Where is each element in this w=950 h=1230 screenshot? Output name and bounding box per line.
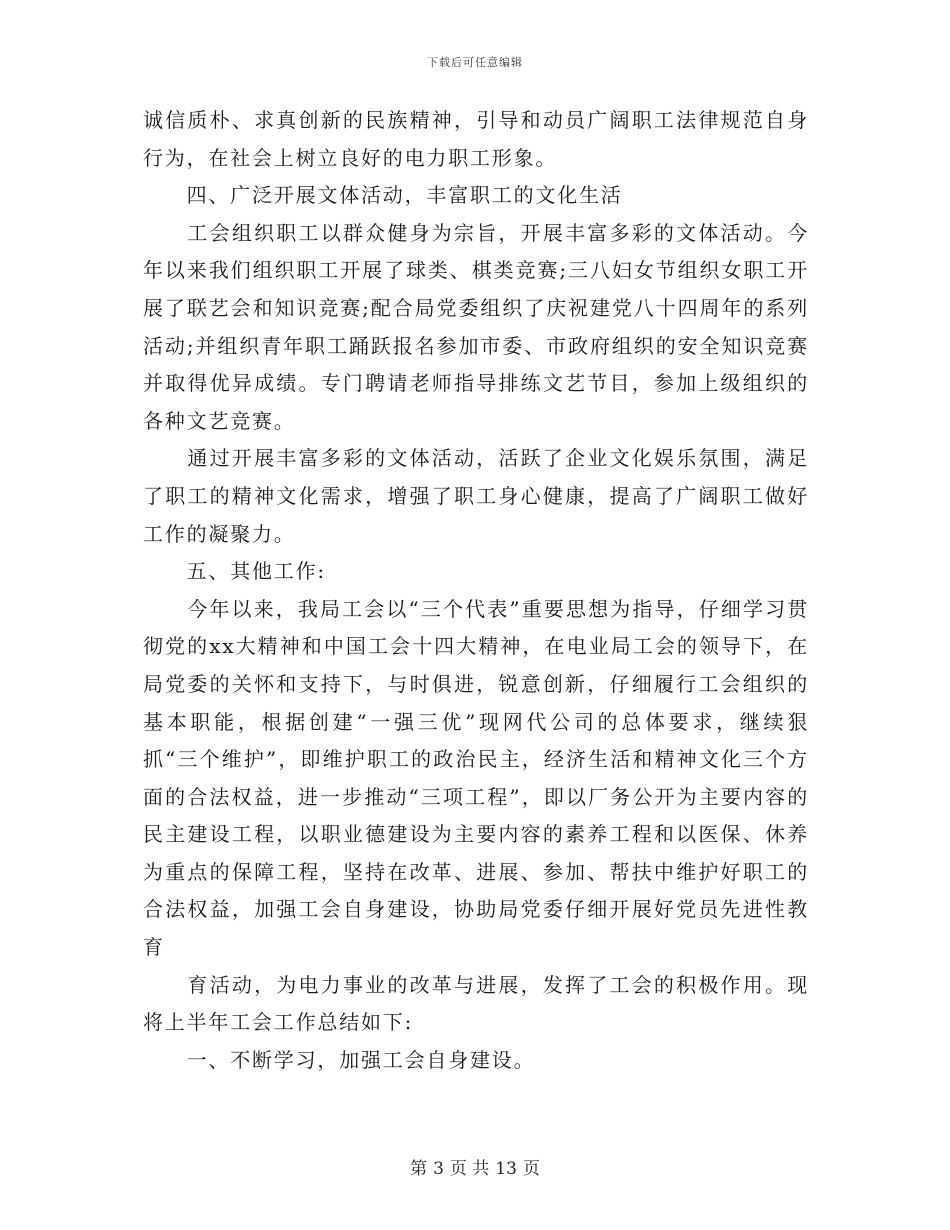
page-footer (0, 1154, 950, 1179)
paragraph: 诚信质朴、求真创新的民族精神，引导和动员广阔职工法律规范自身行为，在社会上树立良好的电力职工形象。 (143, 108, 809, 170)
footer-suffix: 页 (522, 1159, 540, 1179)
footer-prefix: 第 (410, 1159, 428, 1179)
paragraph: 工会组织职工以群众健身为宗旨，开展丰富多彩的文体活动。今年以来我们组织职工开展了球类、棋类竞赛;三八妇女节组织女职工开展了联艺会和知识竞赛;配合局党委组织了庆祝建党八十四周年的系列活动;并组织青年职工踊跃报名参加市委、市政府组织的安全知识竞赛并取得优异成绩。专门聘请老师指导排练文艺节目，参加上级组织的各种文艺竞赛。 (143, 220, 809, 433)
paragraph: 通过开展丰富多彩的文体活动，活跃了企业文化娱乐氛围，满足了职工的精神文化需求，增强了职工身心健康，提高了广阔职工做好工作的凝聚力。 (143, 446, 809, 546)
footer-current-page: 3 (433, 1159, 444, 1179)
footer-middle: 页 共 (449, 1159, 490, 1179)
page-header-note: 下载后可任意编辑 (427, 56, 523, 69)
document-body (143, 102, 809, 1079)
paragraph: 今年以来，我局工会以“三个代表”重要思想为指导，仔细学习贯彻党的xx大精神和中国工会十四大精神，在电业局工会的领导下，在局党委的关怀和支持下，与时俱进，锐意创新，仔细履行工会组织的基本职能，根据创建“一强三优”现网代公司的总体要求，继续狠抓“三个维护”，即维护职工的政治民主，经济生活和精神文化三个方面的合法权益，进一步推动“三项工程”，即以厂务公开为主要内容的民主建设工程，以职业德建设为主要内容的素养工程和以医保、休养为重点的保障工程，坚持在改革、进展、参加、帮扶中维护好职工的合法权益，加强工会自身建设，协助局党委仔细开展好党员先进性教育 (143, 596, 809, 960)
paragraph: 育活动，为电力事业的改革与进展，发挥了工会的积极作用。现将上半年工会工作总结如下: (143, 972, 809, 1035)
section-heading: 四、广泛开展文体活动，丰富职工的文化生活 (143, 183, 623, 208)
section-heading: 五、其他工作: (143, 559, 326, 584)
section-heading: 一、不断学习，加强工会自身建设。 (143, 1047, 536, 1072)
footer-total-pages: 13 (495, 1159, 517, 1179)
